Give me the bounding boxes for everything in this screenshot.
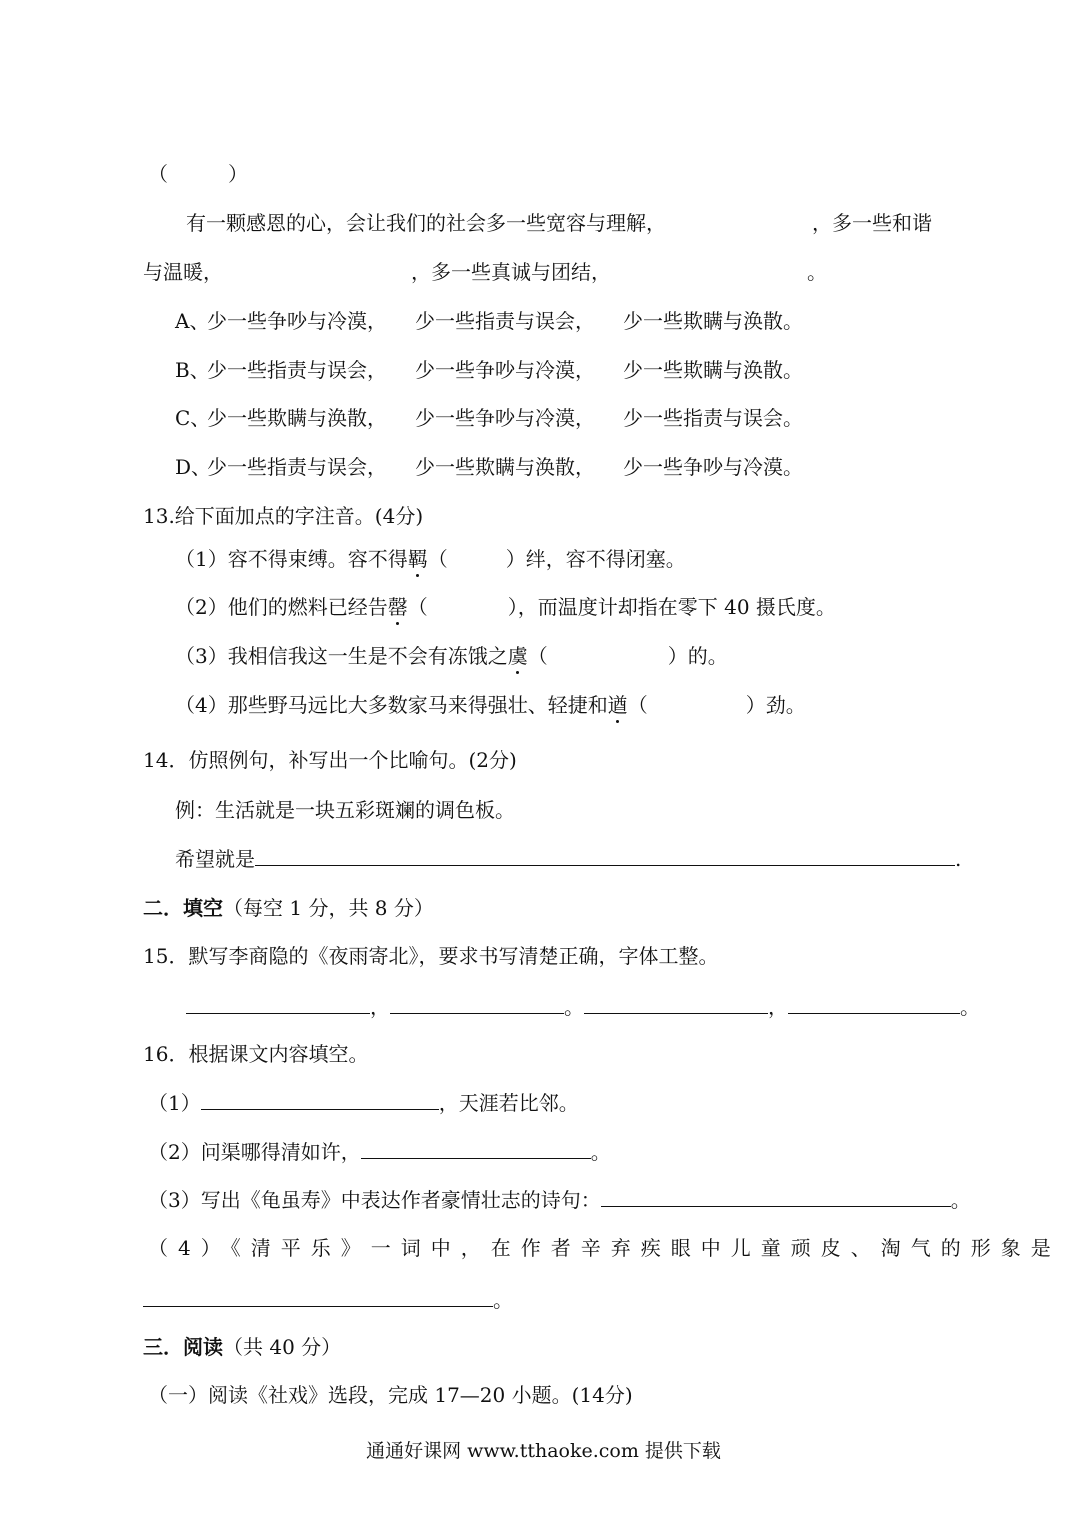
item-text: 劲。	[765, 693, 806, 717]
item-text: （2）他们的燃料已经告	[175, 595, 388, 619]
option-part: 少一些欺瞒与涣散。	[623, 309, 803, 333]
section-2-heading	[143, 894, 434, 922]
option-part: 少一些指责与误会，	[207, 358, 387, 382]
item-text: （3）写出《龟虽寿》中表达作者豪情壮志的诗句：	[148, 1188, 601, 1212]
q16-item-4: （4）《清平乐》一词中，在作者辛弃疾眼中儿童顽皮、淘气的形象是	[148, 1236, 1061, 1260]
q12-paragraph-line2	[143, 258, 827, 286]
dotted-char: 虞	[507, 644, 528, 668]
item-number: （1）	[148, 1091, 201, 1115]
paren-open: （	[427, 547, 448, 571]
q12-para-d: ，多一些真诚与团结，	[411, 260, 611, 284]
item-text: 。	[950, 1188, 971, 1212]
q13-item-4	[175, 691, 806, 719]
item-text: 的。	[687, 644, 728, 668]
q16-item-4-answer	[143, 1286, 513, 1314]
section-title: 二．填空	[143, 896, 223, 920]
item-text: （1）容不得束缚。容不得	[175, 547, 408, 571]
q13-item-1	[175, 545, 686, 573]
q15-blanks	[186, 993, 980, 1021]
footer-source: 通通好课网 www.tthaoke.com 提供下载	[366, 1440, 721, 1462]
option-label: C、	[175, 406, 211, 430]
q12-para-c: 与温暖，	[143, 260, 223, 284]
answer-blank[interactable]	[143, 1286, 493, 1307]
option-part: 少一些争吵与冷漠。	[623, 455, 803, 479]
item-text: 绊，容不得闭塞。	[525, 547, 686, 571]
item-text: （4）那些野马远比大多数家马来得强壮、轻捷和	[175, 693, 608, 717]
punct: 。	[960, 995, 980, 1019]
option-part: 少一些欺瞒与涣散，	[415, 455, 595, 479]
option-part: 少一些争吵与冷漠，	[415, 358, 595, 382]
q14-prompt: 希望就是	[175, 847, 255, 871]
option-label: D、	[175, 455, 212, 479]
answer-blank[interactable]	[390, 993, 564, 1014]
answer-blank[interactable]	[361, 1138, 591, 1159]
paren-close: ）	[745, 693, 766, 717]
item-text: 而温度计却指在零下 40 摄氏度。	[537, 595, 836, 619]
q16-item-1	[148, 1089, 579, 1117]
paren-open: （	[627, 693, 648, 717]
answer-paren: （ ）	[148, 162, 248, 186]
section-title: 三．阅读	[143, 1335, 223, 1359]
punct: 。	[493, 1288, 513, 1312]
item-text: ，天涯若比邻。	[438, 1091, 579, 1115]
q13-title: 13.给下面加点的字注音。(4分)	[143, 504, 424, 528]
q14-title: 14．仿照例句，补写出一个比喻句。(2分)	[143, 748, 517, 772]
answer-blank[interactable]	[601, 1186, 951, 1207]
answer-blank[interactable]	[584, 993, 768, 1014]
option-part: 少一些欺瞒与涣散，	[207, 406, 387, 430]
option-part: 少一些争吵与冷漠，	[415, 406, 595, 430]
section-score: （共 40 分）	[223, 1335, 342, 1359]
answer-blank[interactable]	[201, 1089, 439, 1110]
option-label: B、	[175, 358, 210, 382]
q16-title: 16．根据课文内容填空。	[143, 1042, 369, 1066]
paren-close: ），	[507, 595, 538, 619]
item-text: （3）我相信我这一生是不会有冻饿之	[175, 644, 508, 668]
q14-end: .	[955, 847, 962, 871]
option-part: 少一些指责与误会，	[415, 309, 595, 333]
paren-open: （	[407, 595, 428, 619]
item-text: 。	[590, 1140, 611, 1164]
q12-paragraph-line1	[186, 209, 932, 237]
option-part: 少一些欺瞒与涣散。	[623, 358, 803, 382]
section-3-heading	[143, 1333, 341, 1361]
option-part: 少一些指责与误会。	[623, 406, 803, 430]
item-text: （2）问渠哪得清如许，	[148, 1140, 361, 1164]
q12-para-e: 。	[807, 260, 827, 284]
punct: ，	[768, 995, 788, 1019]
q12-para-a: 有一颗感恩的心，会让我们的社会多一些宽容与理解，	[186, 211, 666, 235]
q13-item-2	[175, 593, 836, 621]
section-score: （每空 1 分，共 8 分）	[223, 896, 434, 920]
dotted-char: 罄	[387, 595, 408, 619]
q15-title: 15．默写李商隐的《夜雨寄北》，要求书写清楚正确，字体工整。	[143, 944, 719, 968]
paren-close: ）	[505, 547, 526, 571]
option-label: A、	[175, 309, 210, 333]
answer-blank[interactable]	[788, 993, 960, 1014]
q13-item-3	[175, 642, 728, 670]
option-part: 少一些争吵与冷漠，	[207, 309, 387, 333]
q14-example: 例：生活就是一块五彩斑斓的调色板。	[175, 798, 515, 822]
q12-para-b: ，多一些和谐	[812, 211, 932, 235]
q16-item-2	[148, 1138, 611, 1166]
dotted-char: 遒	[607, 693, 628, 717]
option-part: 少一些指责与误会，	[207, 455, 387, 479]
paren-open: （	[527, 644, 548, 668]
dotted-char: 羁	[407, 547, 428, 571]
q16-item-3	[148, 1186, 971, 1214]
punct: 。	[564, 995, 584, 1019]
punct: ，	[370, 995, 390, 1019]
answer-blank[interactable]	[186, 993, 370, 1014]
paren-close: ）	[667, 644, 688, 668]
reading-subsection: （一）阅读《社戏》选段，完成 17—20 小题。(14分)	[148, 1383, 633, 1407]
q14-answer-line	[175, 845, 961, 873]
answer-blank[interactable]	[255, 845, 955, 866]
